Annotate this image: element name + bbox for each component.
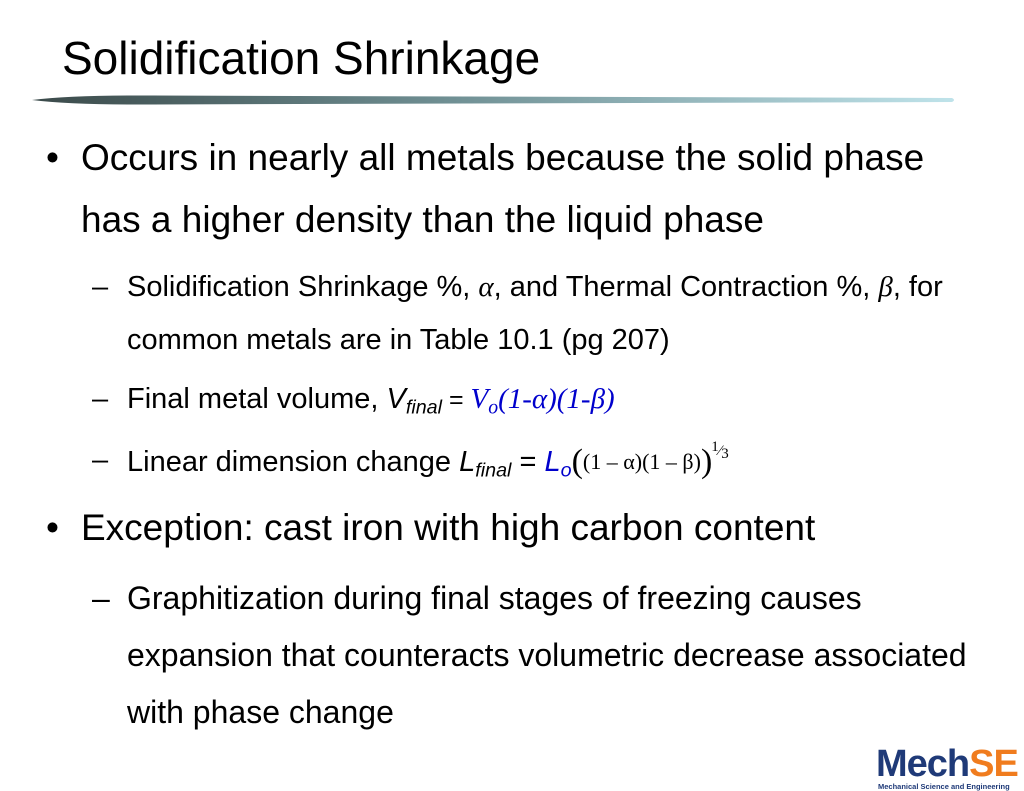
final-volume-var [386, 383, 443, 419]
text-run: Solidification Shrinkage %, [127, 271, 479, 303]
equals-sign: = [442, 386, 471, 414]
volume-formula [470, 383, 615, 419]
alpha-symbol: α [478, 271, 494, 303]
slide-title: Solidification Shrinkage [62, 32, 541, 84]
exponent-slash: ⁄ [718, 443, 722, 459]
sub-bullet-text [127, 261, 1002, 367]
sub-bullet-text: Graphitization during final stages of freezing causes expansion that counteracts volumetric decrease associated with phase change [127, 580, 967, 730]
bullet-marker: • [46, 507, 59, 548]
mechse-logo [876, 744, 1024, 791]
sub-bullet-marker: – [92, 580, 110, 616]
var-subscript: final [475, 459, 512, 482]
sub-bullet-marker: – [92, 444, 109, 476]
var-letter: L [544, 446, 561, 478]
sub-bullet-marker: – [92, 383, 109, 415]
sub-bullet-marker: – [92, 271, 109, 303]
final-length-var [459, 446, 512, 482]
var-letter: V [470, 383, 489, 415]
formula-factors: (1-α)(1-β) [498, 383, 615, 415]
close-paren: ) [700, 443, 713, 480]
initial-length-var [544, 446, 572, 482]
logo-wordmark [876, 744, 1018, 784]
exponent-denominator: 3 [721, 446, 729, 462]
text-run: , for common metals are in Table 10.1 (pg 207) [127, 271, 943, 356]
title-underline [32, 94, 956, 106]
cube-root-exponent [711, 439, 729, 462]
var-subscript: o [488, 396, 499, 419]
text-run: Final metal volume, [127, 383, 387, 415]
open-paren: ( [571, 443, 583, 480]
sub-bullet-item [92, 434, 1002, 494]
text-run: , and Thermal Contraction %, [493, 271, 879, 303]
sub-bullet-item [92, 373, 1002, 427]
var-subscript: final [405, 396, 442, 419]
bullet-item [46, 497, 986, 559]
bullet-marker: • [46, 137, 59, 178]
sub-bullet-text [127, 373, 1002, 427]
formula-factors: (1 – α)(1 – β) [582, 449, 701, 474]
var-letter: L [459, 446, 476, 478]
equals-sign: = [511, 446, 545, 478]
length-formula [571, 439, 729, 480]
var-subscript: o [560, 459, 572, 482]
exponent-numerator: 1 [711, 439, 719, 455]
logo-mech: Mech [876, 743, 970, 785]
sub-bullet-text [127, 434, 1002, 494]
var-letter: V [386, 383, 406, 415]
bullet-item [46, 127, 986, 251]
logo-subtitle: Mechanical Science and Engineering [878, 782, 1010, 791]
logo-se: SE [969, 743, 1018, 785]
text-run: Linear dimension change [127, 446, 460, 478]
sub-bullet-item [92, 570, 1002, 741]
sub-bullet-item [92, 261, 1002, 367]
beta-symbol: β [878, 271, 893, 303]
bullet-text: Occurs in nearly all metals because the solid phase has a higher density than the liquid phase [81, 137, 925, 240]
bullet-text: Exception: cast iron with high carbon content [81, 507, 816, 548]
